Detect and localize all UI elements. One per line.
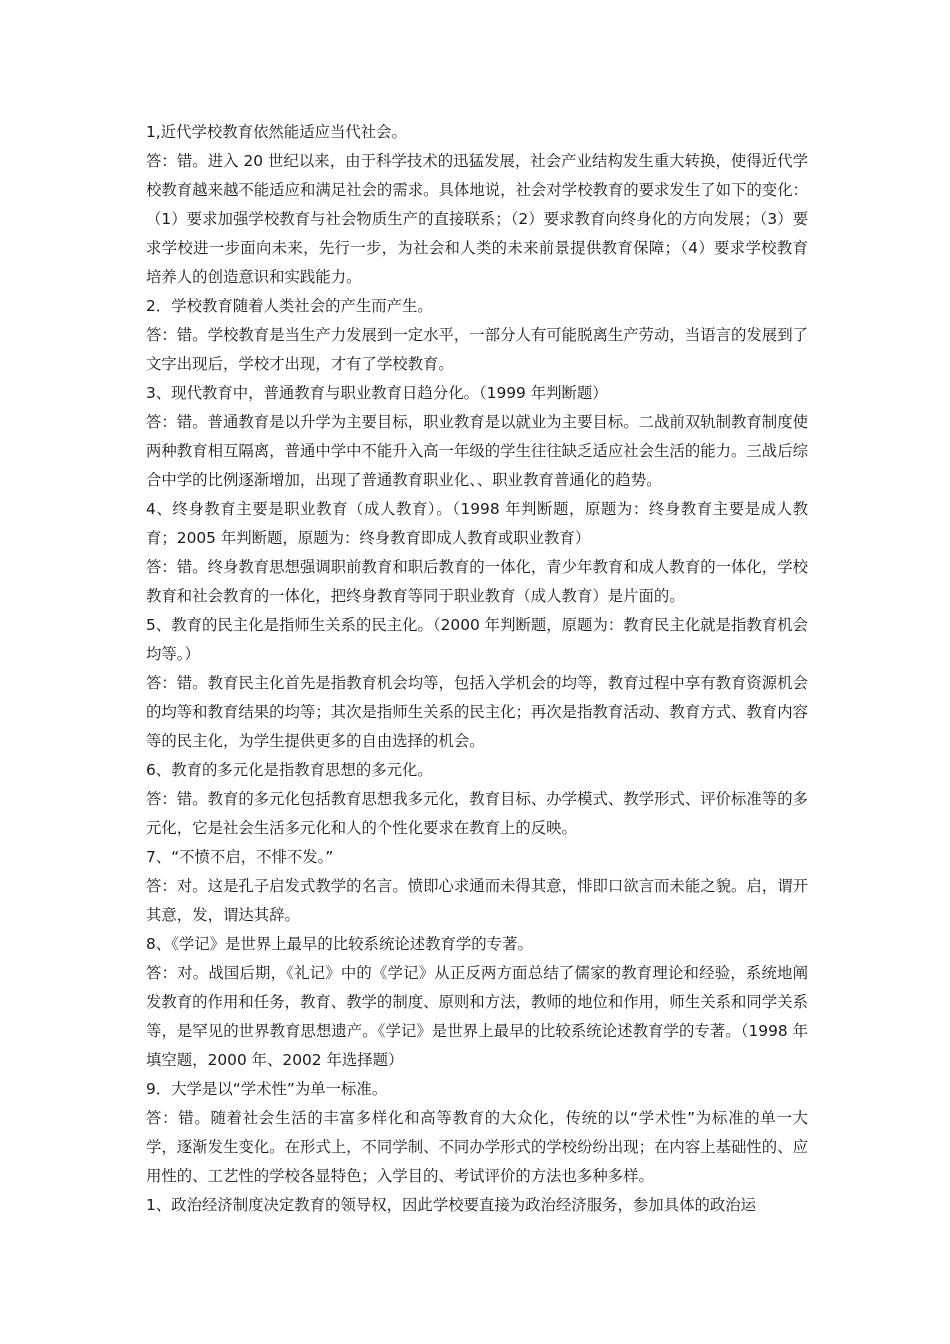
answer-1: 答：错。进入 20 世纪以来，由于科学技术的迅猛发展，社会产业结构发生重大转换，使得近代学校教育越来越不能适应和满足社会的需求。具体地说，社会对学校教育的要求发生了如下的变化：（1）要求加强学校教育与社会物质生产的直接联系；（2）要求教育向终身化的方向发展；（3）要求学校进一步面向未来，先行一步，为社会和人类的未来前景提供教育保障；（4）要求学校教育培养人的创造意识和实践能力。	[146, 152, 808, 286]
answer-2: 答：错。学校教育是当生产力发展到一定水平，一部分人有可能脱离生产劳动，当语言的发展到了文字出现后，学校才出现，才有了学校教育。	[146, 326, 808, 373]
question-9: 9．大学是以“学术性”为单一标准。	[146, 1080, 388, 1098]
question-10: 1、政治经济制度决定教育的领导权，因此学校要直接为政治经济服务，参加具体的政治运	[146, 1196, 757, 1214]
answer-3: 答：错。普通教育是以升学为主要目标，职业教育是以就业为主要目标。二战前双轨制教育制度使两种教育相互隔离，普通中学中不能升入高一年级的学生往往缺乏适应社会生活的能力。三战后综合中学的比例逐渐增加，出现了普通教育职业化、、职业教育普通化的趋势。	[146, 413, 808, 489]
answer-4: 答：错。终身教育思想强调职前教育和职后教育的一体化，青少年教育和成人教育的一体化，学校教育和社会教育的一体化，把终身教育等同于职业教育（成人教育）是片面的。	[146, 558, 808, 605]
question-2: 2．学校教育随着人类社会的产生而产生。	[146, 297, 433, 315]
question-3: 3、现代教育中，普通教育与职业教育日趋分化。（1999 年判断题）	[146, 384, 608, 402]
question-6: 6、教育的多元化是指教育思想的多元化。	[146, 761, 433, 779]
answer-6: 答：错。教育的多元化包括教育思想我多元化，教育目标、办学模式、教学形式、评价标准等的多元化，它是社会生活多元化和人的个性化要求在教育上的反映。	[146, 790, 808, 837]
answer-8: 答：对。战国后期，《礼记》中的《学记》从正反两方面总结了儒家的教育理论和经验，系统地阐发教育的作用和任务，教育、教学的制度、原则和方法，教师的地位和作用，师生关系和同学关系等，是罕见的世界教育思想遗产。《学记》是世界上最早的比较系统论述教育学的专著。（1998 年填空题，2000 年、2002 年选择题）	[146, 964, 808, 1069]
answer-5: 答：错。教育民主化首先是指教育机会均等，包括入学机会的均等，教育过程中享有教育资源机会的均等和教育结果的均等；其次是指师生关系的民主化；再次是指教育活动、教育方式、教育内容等的民主化，为学生提供更多的自由选择的机会。	[146, 674, 808, 750]
answer-9: 答：错。随着社会生活的丰富多样化和高等教育的大众化，传统的以“学术性”为标准的单一大学，逐渐发生变化。在形式上，不同学制、不同办学形式的学校纷纷出现；在内容上基础性的、应用性的、工艺性的学校各显特色；入学目的、考试评价的方法也多种多样。	[146, 1109, 808, 1185]
question-7: 7、“不愤不启，不悱不发。”	[146, 848, 334, 866]
question-5: 5、教育的民主化是指师生关系的民主化。（2000 年判断题，原题为：教育民主化就是指教育机会均等。）	[146, 616, 808, 663]
question-1: 1,近代学校教育依然能适应当代社会。	[146, 123, 407, 141]
question-8: 8、《学记》是世界上最早的比较系统论述教育学的专著。	[146, 935, 533, 953]
answer-7: 答：对。这是孔子启发式教学的名言。愤即心求通而未得其意，悱即口欲言而未能之貌。启，谓开其意，发，谓达其辞。	[146, 877, 808, 924]
question-4: 4、终身教育主要是职业教育（成人教育）。（1998 年判断题，原题为：终身教育主要是成人教育；2005 年判断题，原题为：终身教育即成人教育或职业教育）	[146, 500, 808, 547]
document-body	[146, 118, 808, 1220]
